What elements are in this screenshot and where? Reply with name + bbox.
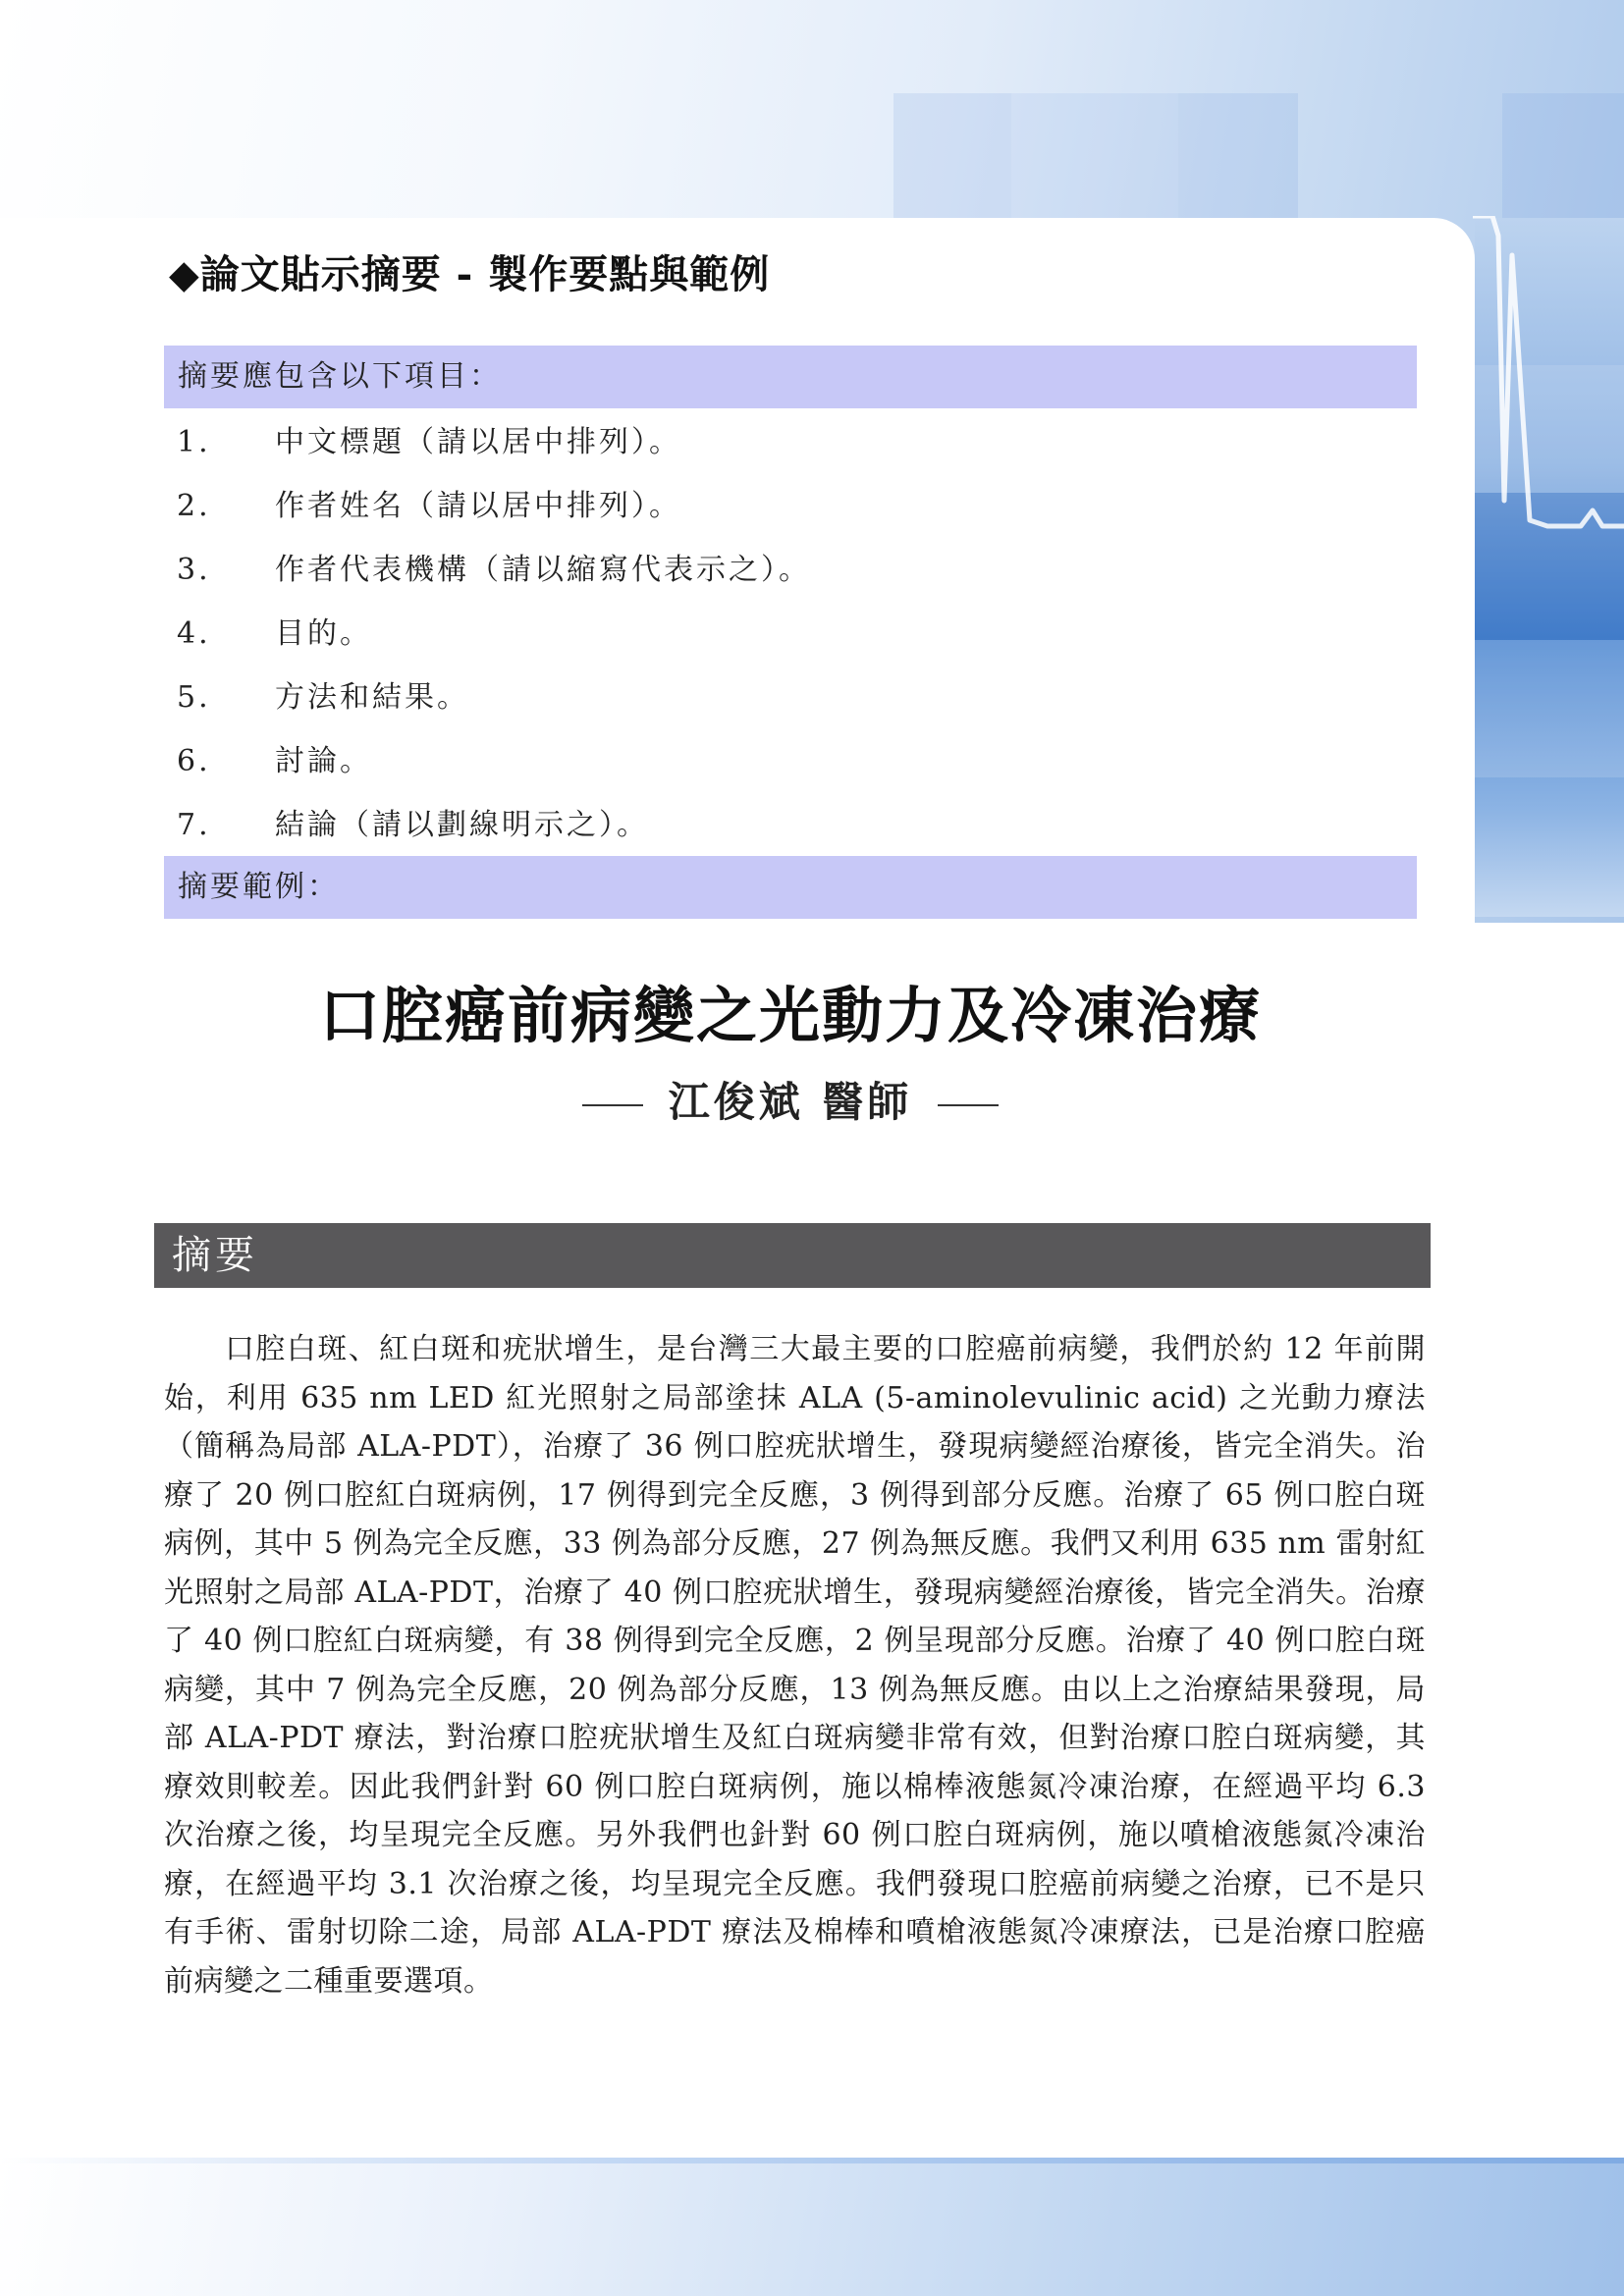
item-text: 目的。 (275, 616, 372, 651)
example-author-line (164, 1070, 1417, 1129)
requirements-band: 摘要應包含以下項目： (164, 346, 1417, 408)
list-item (177, 474, 1404, 538)
list-item (177, 666, 1404, 729)
item-text: 方法和結果。 (275, 680, 469, 715)
list-item (177, 793, 1404, 857)
dash-right (938, 1104, 999, 1106)
section-heading: ◆論文貼示摘要 - 製作要點與範例 (169, 251, 771, 297)
background-tile (1178, 93, 1298, 218)
background-tile (1502, 93, 1624, 218)
abstract-body: 口腔白斑、紅白斑和疣狀增生，是台灣三大最主要的口腔癌前病變，我們於約 12 年前開始，利用 635 nm LED 紅光照射之局部塗抹 ALA (5-aminolevulinic acid) 之光動力療法（簡稱為局部 ALA-PDT），治療了 36 例口腔疣狀增生，發現病變經治療後，皆完全消失。治療了 20 例口腔紅白斑病例，17 例得到完全反應，3 例得到部分反應。治療了 65 例口腔白斑病例，其中 5 例為完全反應，33 例為部分反應，27 例為無反應。我們又利用 635 nm 雷射紅光照射之局部 ALA-PDT，治療了 40 例口腔疣狀增生，發現病變經治療後，皆完全消失。治療了 40 例口腔紅白斑病變，有 38 例得到完全反應，2 例呈現部分反應。治療了 40 例口腔白斑病變，其中 7 例為完全反應，20 例為部分反應，13 例為無反應。由以上之治療結果發現，局部 ALA-PDT 療法，對治療口腔疣狀增生及紅白斑病變非常有效，但對治療口腔白斑病變，其療效則較差。因此我們針對 60 例口腔白斑病例，施以棉棒液態氮冷凍治療，在經過平均 6.3 次治療之後，均呈現完全反應。另外我們也針對 60 例口腔白斑病例，施以噴槍液態氮冷凍治療，在經過平均 3.1 次治療之後，均呈現完全反應。我們發現口腔癌前病變之治療，已不是只有手術、雷射切除二途，局部 ALA-PDT 療法及棉棒和噴槍液態氮冷凍療法，已是治療口腔癌前病變之二種重要選項。 (164, 1332, 1426, 1999)
item-number: 7. (177, 808, 211, 842)
ecg-line-icon (1473, 216, 1624, 550)
background-tile (1011, 93, 1178, 218)
item-number: 3. (177, 553, 211, 587)
item-text: 作者代表機構（請以縮寫代表示之）。 (275, 553, 811, 587)
item-text: 結論（請以劃線明示之）。 (275, 808, 649, 842)
item-text: 作者姓名（請以居中排列）。 (275, 489, 681, 523)
dash-left (582, 1104, 643, 1106)
background-tile (893, 93, 1011, 218)
list-item (177, 538, 1404, 602)
list-item (177, 602, 1404, 666)
abstract-heading-bar: 摘要 (154, 1223, 1431, 1288)
list-item (177, 410, 1404, 474)
item-text: 中文標題（請以居中排列）。 (275, 425, 681, 459)
item-number: 6. (177, 744, 211, 778)
example-band: 摘要範例： (164, 856, 1417, 919)
author-name: 江俊斌 醫師 (668, 1078, 913, 1126)
item-number: 4. (177, 616, 211, 651)
footer-line (0, 2158, 1624, 2163)
footer-gradient (0, 2158, 1624, 2296)
item-number: 2. (177, 489, 211, 523)
list-item (177, 729, 1404, 793)
item-number: 1. (177, 425, 211, 459)
item-text: 討論。 (275, 744, 372, 778)
item-number: 5. (177, 680, 211, 715)
example-title: 口腔癌前病變之光動力及冷凍治療 (318, 980, 1262, 1051)
requirements-list (177, 410, 1404, 857)
